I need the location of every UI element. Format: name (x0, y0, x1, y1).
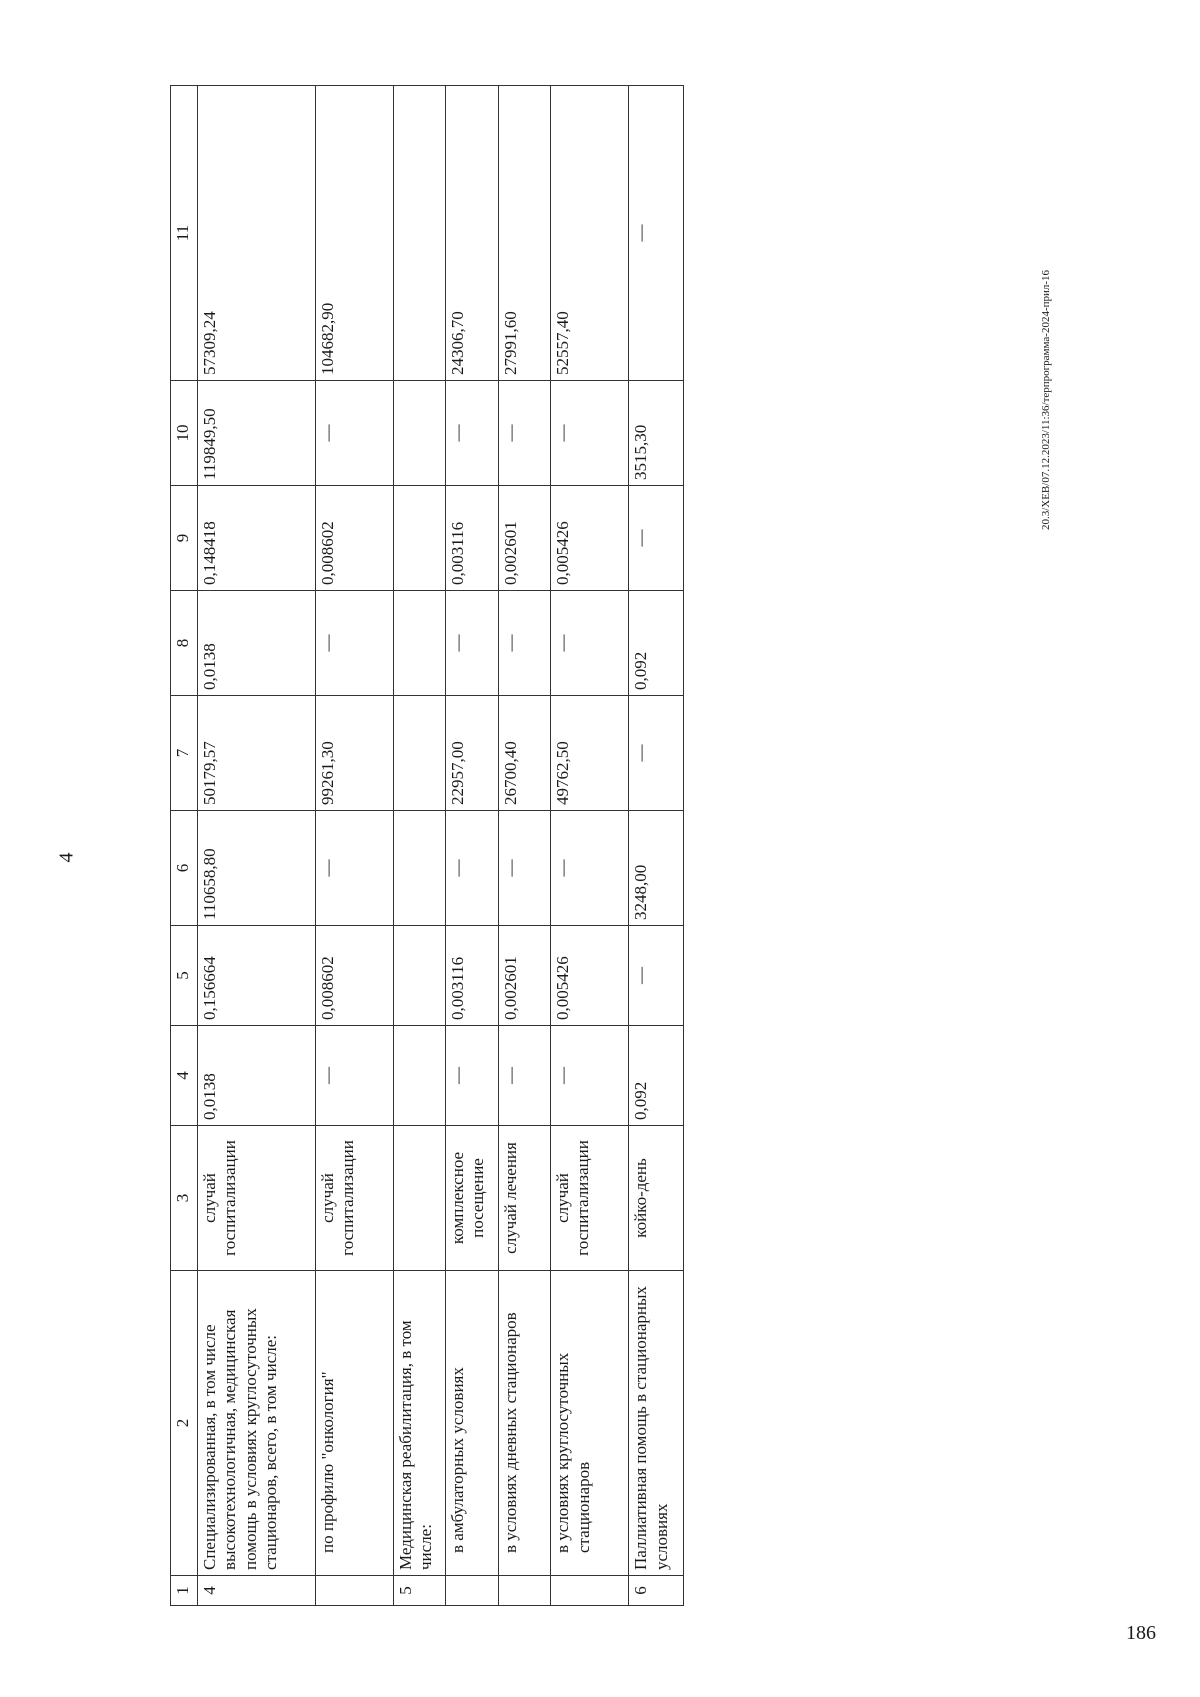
header-cell: 6 (171, 811, 198, 926)
cell: 0,092 (629, 1026, 684, 1126)
header-cell: 11 (171, 86, 198, 381)
cell: — (551, 591, 629, 696)
row-unit: комплексное посещение (446, 1126, 499, 1271)
row-unit: койко-день (629, 1126, 684, 1271)
cell: 0,003116 (446, 926, 499, 1026)
cell: 3248,00 (629, 811, 684, 926)
data-table (170, 85, 684, 1606)
cell: 0,092 (629, 591, 684, 696)
header-cell: 10 (171, 381, 198, 486)
row-unit: случай лечения (498, 1126, 551, 1271)
cell: 0,002601 (498, 486, 551, 591)
cell: — (446, 811, 499, 926)
cell: 119849,50 (198, 381, 316, 486)
cell: 22957,00 (446, 696, 499, 811)
footer-code-text: 20.3/ХЕВ/07.12.2023/11:36/терпрограмма-2024-прил-16 (1040, 269, 1052, 531)
cell: — (315, 1026, 393, 1126)
cell: — (498, 1026, 551, 1126)
cell (393, 486, 446, 591)
cell: 110658,80 (198, 811, 316, 926)
cell: 99261,30 (315, 696, 393, 811)
rotated-table-wrapper (170, 86, 684, 1606)
cell: — (446, 591, 499, 696)
rotated-table (170, 86, 684, 1606)
header-cell: 3 (171, 1126, 198, 1271)
cell (393, 926, 446, 1026)
table-row (498, 86, 551, 1606)
cell: 0,002601 (498, 926, 551, 1026)
page-header-number: 4 (55, 852, 78, 863)
header-cell: 1 (171, 1576, 198, 1606)
table-row (551, 86, 629, 1606)
row-number (315, 1576, 393, 1606)
sheet-number: 186 (1126, 1622, 1156, 1644)
cell: 0,008602 (315, 486, 393, 591)
row-unit: случай госпитализации (315, 1126, 393, 1271)
header-cell: 4 (171, 1026, 198, 1126)
cell: — (446, 381, 499, 486)
cell: 0,005426 (551, 486, 629, 591)
cell (393, 811, 446, 926)
row-number: 5 (393, 1576, 446, 1606)
cell (393, 381, 446, 486)
cell: 57309,24 (198, 86, 316, 381)
cell: 3515,30 (629, 381, 684, 486)
table-row (198, 86, 316, 1606)
row-name: Специализированная, в том числе высокотехнологичная, медицинская помощь в условиях круглосуточных стационаров, всего, в том числе: (198, 1271, 316, 1576)
table-row (446, 86, 499, 1606)
cell: 0,148418 (198, 486, 316, 591)
cell: — (629, 926, 684, 1026)
header-cell: 7 (171, 696, 198, 811)
cell: 27991,60 (498, 86, 551, 381)
cell: 24306,70 (446, 86, 499, 381)
cell (393, 86, 446, 381)
row-name: в условиях дневных стационаров (498, 1271, 551, 1576)
cell: — (551, 811, 629, 926)
row-unit: случай госпитализации (551, 1126, 629, 1271)
header-cell: 2 (171, 1271, 198, 1576)
row-number (551, 1576, 629, 1606)
cell: — (315, 591, 393, 696)
header-cell: 9 (171, 486, 198, 591)
cell: 0,0138 (198, 1026, 316, 1126)
table-row (629, 86, 684, 1606)
cell: 50179,57 (198, 696, 316, 811)
cell: 49762,50 (551, 696, 629, 811)
row-number: 6 (629, 1576, 684, 1606)
cell: — (315, 381, 393, 486)
cell (393, 1126, 446, 1271)
table-row (315, 86, 393, 1606)
row-name: по профилю "онкология" (315, 1271, 393, 1576)
cell: — (629, 86, 684, 381)
cell: 0,005426 (551, 926, 629, 1026)
row-name: в условиях круглосуточных стационаров (551, 1271, 629, 1576)
row-number: 4 (198, 1576, 316, 1606)
header-row (171, 86, 198, 1606)
cell: — (315, 811, 393, 926)
cell (393, 1026, 446, 1126)
table-row (393, 86, 446, 1606)
cell: — (629, 696, 684, 811)
cell: — (551, 1026, 629, 1126)
header-cell: 5 (171, 926, 198, 1026)
cell: 52557,40 (551, 86, 629, 381)
row-name: Паллиативная помощь в стационарных условиях (629, 1271, 684, 1576)
cell: 0,008602 (315, 926, 393, 1026)
cell: 26700,40 (498, 696, 551, 811)
row-number (498, 1576, 551, 1606)
cell: — (498, 811, 551, 926)
row-name: в амбулаторных условиях (446, 1271, 499, 1576)
row-name: Медицинская реабилитация, в том числе: (393, 1271, 446, 1576)
cell: — (498, 591, 551, 696)
cell (393, 696, 446, 811)
cell: — (446, 1026, 499, 1126)
cell: 104682,90 (315, 86, 393, 381)
cell: — (629, 486, 684, 591)
cell: — (498, 381, 551, 486)
cell (393, 591, 446, 696)
row-number (446, 1576, 499, 1606)
header-cell: 8 (171, 591, 198, 696)
cell: 0,156664 (198, 926, 316, 1026)
row-unit: случай госпитализации (198, 1126, 316, 1271)
cell: — (551, 381, 629, 486)
cell: 0,0138 (198, 591, 316, 696)
cell: 0,003116 (446, 486, 499, 591)
